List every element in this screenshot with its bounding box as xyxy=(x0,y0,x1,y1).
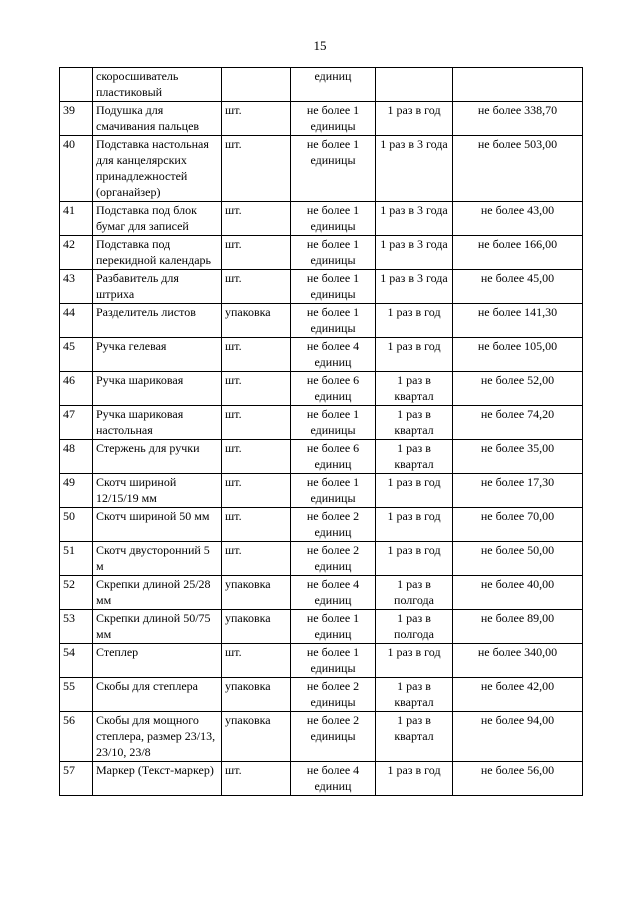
frequency-cell xyxy=(376,68,453,102)
table-row xyxy=(60,644,583,678)
row-number-cell: 39 xyxy=(60,102,93,136)
row-number-cell: 45 xyxy=(60,338,93,372)
quantity-cell: не более 1 единицы xyxy=(291,236,376,270)
price-cell: не более 45,00 xyxy=(453,270,583,304)
frequency-cell: 1 раз в год xyxy=(376,542,453,576)
price-cell: не более 70,00 xyxy=(453,508,583,542)
table-row xyxy=(60,474,583,508)
frequency-cell: 1 раз в квартал xyxy=(376,372,453,406)
unit-cell: шт. xyxy=(222,474,291,508)
quantity-cell: единиц xyxy=(291,68,376,102)
quantity-cell: не более 4 единиц xyxy=(291,338,376,372)
table-row xyxy=(60,372,583,406)
table-row xyxy=(60,202,583,236)
quantity-cell: не более 1 единицы xyxy=(291,102,376,136)
frequency-cell: 1 раз в полгода xyxy=(376,610,453,644)
unit-cell xyxy=(222,68,291,102)
unit-cell: шт. xyxy=(222,102,291,136)
price-cell: не более 503,00 xyxy=(453,136,583,202)
item-name-cell: Скотч шириной 50 мм xyxy=(93,508,222,542)
frequency-cell: 1 раз в 3 года xyxy=(376,136,453,202)
unit-cell: упаковка xyxy=(222,304,291,338)
quantity-cell: не более 2 единицы xyxy=(291,712,376,762)
table-row xyxy=(60,712,583,762)
item-name-cell: Подушка для смачивания пальцев xyxy=(93,102,222,136)
frequency-cell: 1 раз в год xyxy=(376,474,453,508)
table-row xyxy=(60,304,583,338)
item-name-cell: Ручка шариковая xyxy=(93,372,222,406)
row-number-cell: 51 xyxy=(60,542,93,576)
unit-cell: шт. xyxy=(222,236,291,270)
row-number-cell: 42 xyxy=(60,236,93,270)
row-number-cell: 46 xyxy=(60,372,93,406)
unit-cell: шт. xyxy=(222,372,291,406)
frequency-cell: 1 раз в год xyxy=(376,762,453,796)
price-cell: не более 141,30 xyxy=(453,304,583,338)
quantity-cell: не более 2 единиц xyxy=(291,508,376,542)
table-row xyxy=(60,136,583,202)
item-name-cell: Разделитель листов xyxy=(93,304,222,338)
price-cell xyxy=(453,68,583,102)
price-cell: не более 17,30 xyxy=(453,474,583,508)
table-row xyxy=(60,102,583,136)
supplies-table xyxy=(59,67,583,796)
frequency-cell: 1 раз в год xyxy=(376,508,453,542)
table-row xyxy=(60,338,583,372)
table-row xyxy=(60,68,583,102)
quantity-cell: не более 6 единиц xyxy=(291,372,376,406)
row-number-cell: 48 xyxy=(60,440,93,474)
price-cell: не более 50,00 xyxy=(453,542,583,576)
unit-cell: шт. xyxy=(222,136,291,202)
row-number-cell: 41 xyxy=(60,202,93,236)
row-number-cell: 55 xyxy=(60,678,93,712)
price-cell: не более 166,00 xyxy=(453,236,583,270)
frequency-cell: 1 раз в квартал xyxy=(376,712,453,762)
item-name-cell: Подставка настольная для канцелярских принадлежностей (органайзер) xyxy=(93,136,222,202)
quantity-cell: не более 1 единицы xyxy=(291,270,376,304)
page-number: 15 xyxy=(313,38,327,53)
table-row xyxy=(60,762,583,796)
row-number-cell: 44 xyxy=(60,304,93,338)
unit-cell: шт. xyxy=(222,762,291,796)
item-name-cell: Стержень для ручки xyxy=(93,440,222,474)
frequency-cell: 1 раз в квартал xyxy=(376,678,453,712)
price-cell: не более 340,00 xyxy=(453,644,583,678)
item-name-cell: Подставка под перекидной календарь xyxy=(93,236,222,270)
quantity-cell: не более 1 единицы xyxy=(291,406,376,440)
item-name-cell: Скотч шириной 12/15/19 мм xyxy=(93,474,222,508)
quantity-cell: не более 4 единиц xyxy=(291,576,376,610)
row-number-cell: 53 xyxy=(60,610,93,644)
table-row xyxy=(60,542,583,576)
unit-cell: шт. xyxy=(222,270,291,304)
unit-cell: шт. xyxy=(222,644,291,678)
quantity-cell: не более 6 единиц xyxy=(291,440,376,474)
item-name-cell: скоросшиватель пластиковый xyxy=(93,68,222,102)
table-row xyxy=(60,236,583,270)
unit-cell: шт. xyxy=(222,338,291,372)
price-cell: не более 94,00 xyxy=(453,712,583,762)
row-number-cell: 54 xyxy=(60,644,93,678)
quantity-cell: не более 1 единицы xyxy=(291,202,376,236)
price-cell: не более 43,00 xyxy=(453,202,583,236)
item-name-cell: Скобы для мощного степлера, размер 23/13, 23/10, 23/8 xyxy=(93,712,222,762)
unit-cell: упаковка xyxy=(222,678,291,712)
item-name-cell: Степлер xyxy=(93,644,222,678)
price-cell: не более 56,00 xyxy=(453,762,583,796)
frequency-cell: 1 раз в год xyxy=(376,338,453,372)
price-cell: не более 105,00 xyxy=(453,338,583,372)
price-cell: не более 89,00 xyxy=(453,610,583,644)
item-name-cell: Скотч двусторонний 5 м xyxy=(93,542,222,576)
frequency-cell: 1 раз в 3 года xyxy=(376,270,453,304)
quantity-cell: не более 1 единицы xyxy=(291,474,376,508)
price-cell: не более 52,00 xyxy=(453,372,583,406)
unit-cell: упаковка xyxy=(222,610,291,644)
unit-cell: шт. xyxy=(222,508,291,542)
row-number-cell: 50 xyxy=(60,508,93,542)
row-number-cell: 56 xyxy=(60,712,93,762)
table-body xyxy=(60,68,583,796)
frequency-cell: 1 раз в 3 года xyxy=(376,236,453,270)
quantity-cell: не более 1 единицы xyxy=(291,136,376,202)
item-name-cell: Ручка шариковая настольная xyxy=(93,406,222,440)
frequency-cell: 1 раз в квартал xyxy=(376,406,453,440)
price-cell: не более 74,20 xyxy=(453,406,583,440)
row-number-cell: 40 xyxy=(60,136,93,202)
price-cell: не более 338,70 xyxy=(453,102,583,136)
item-name-cell: Скрепки длиной 25/28 мм xyxy=(93,576,222,610)
price-cell: не более 35,00 xyxy=(453,440,583,474)
item-name-cell: Ручка гелевая xyxy=(93,338,222,372)
table-row xyxy=(60,406,583,440)
quantity-cell: не более 1 единицы xyxy=(291,644,376,678)
unit-cell: упаковка xyxy=(222,712,291,762)
item-name-cell: Скобы для степлера xyxy=(93,678,222,712)
item-name-cell: Разбавитель для штриха xyxy=(93,270,222,304)
item-name-cell: Маркер (Текст-маркер) xyxy=(93,762,222,796)
row-number-cell: 47 xyxy=(60,406,93,440)
row-number-cell: 43 xyxy=(60,270,93,304)
table-row xyxy=(60,678,583,712)
table-row xyxy=(60,440,583,474)
row-number-cell: 57 xyxy=(60,762,93,796)
price-cell: не более 42,00 xyxy=(453,678,583,712)
table-row xyxy=(60,270,583,304)
unit-cell: шт. xyxy=(222,406,291,440)
frequency-cell: 1 раз в полгода xyxy=(376,576,453,610)
unit-cell: шт. xyxy=(222,440,291,474)
unit-cell: шт. xyxy=(222,542,291,576)
quantity-cell: не более 1 единицы xyxy=(291,304,376,338)
item-name-cell: Скрепки длиной 50/75 мм xyxy=(93,610,222,644)
row-number-cell xyxy=(60,68,93,102)
row-number-cell: 52 xyxy=(60,576,93,610)
frequency-cell: 1 раз в год xyxy=(376,644,453,678)
row-number-cell: 49 xyxy=(60,474,93,508)
frequency-cell: 1 раз в год xyxy=(376,102,453,136)
table-row xyxy=(60,576,583,610)
quantity-cell: не более 2 единиц xyxy=(291,542,376,576)
frequency-cell: 1 раз в 3 года xyxy=(376,202,453,236)
item-name-cell: Подставка под блок бумаг для записей xyxy=(93,202,222,236)
table-row xyxy=(60,508,583,542)
quantity-cell: не более 4 единиц xyxy=(291,762,376,796)
frequency-cell: 1 раз в год xyxy=(376,304,453,338)
quantity-cell: не более 2 единицы xyxy=(291,678,376,712)
frequency-cell: 1 раз в квартал xyxy=(376,440,453,474)
table-row xyxy=(60,610,583,644)
price-cell: не более 40,00 xyxy=(453,576,583,610)
unit-cell: шт. xyxy=(222,202,291,236)
unit-cell: упаковка xyxy=(222,576,291,610)
quantity-cell: не более 1 единиц xyxy=(291,610,376,644)
